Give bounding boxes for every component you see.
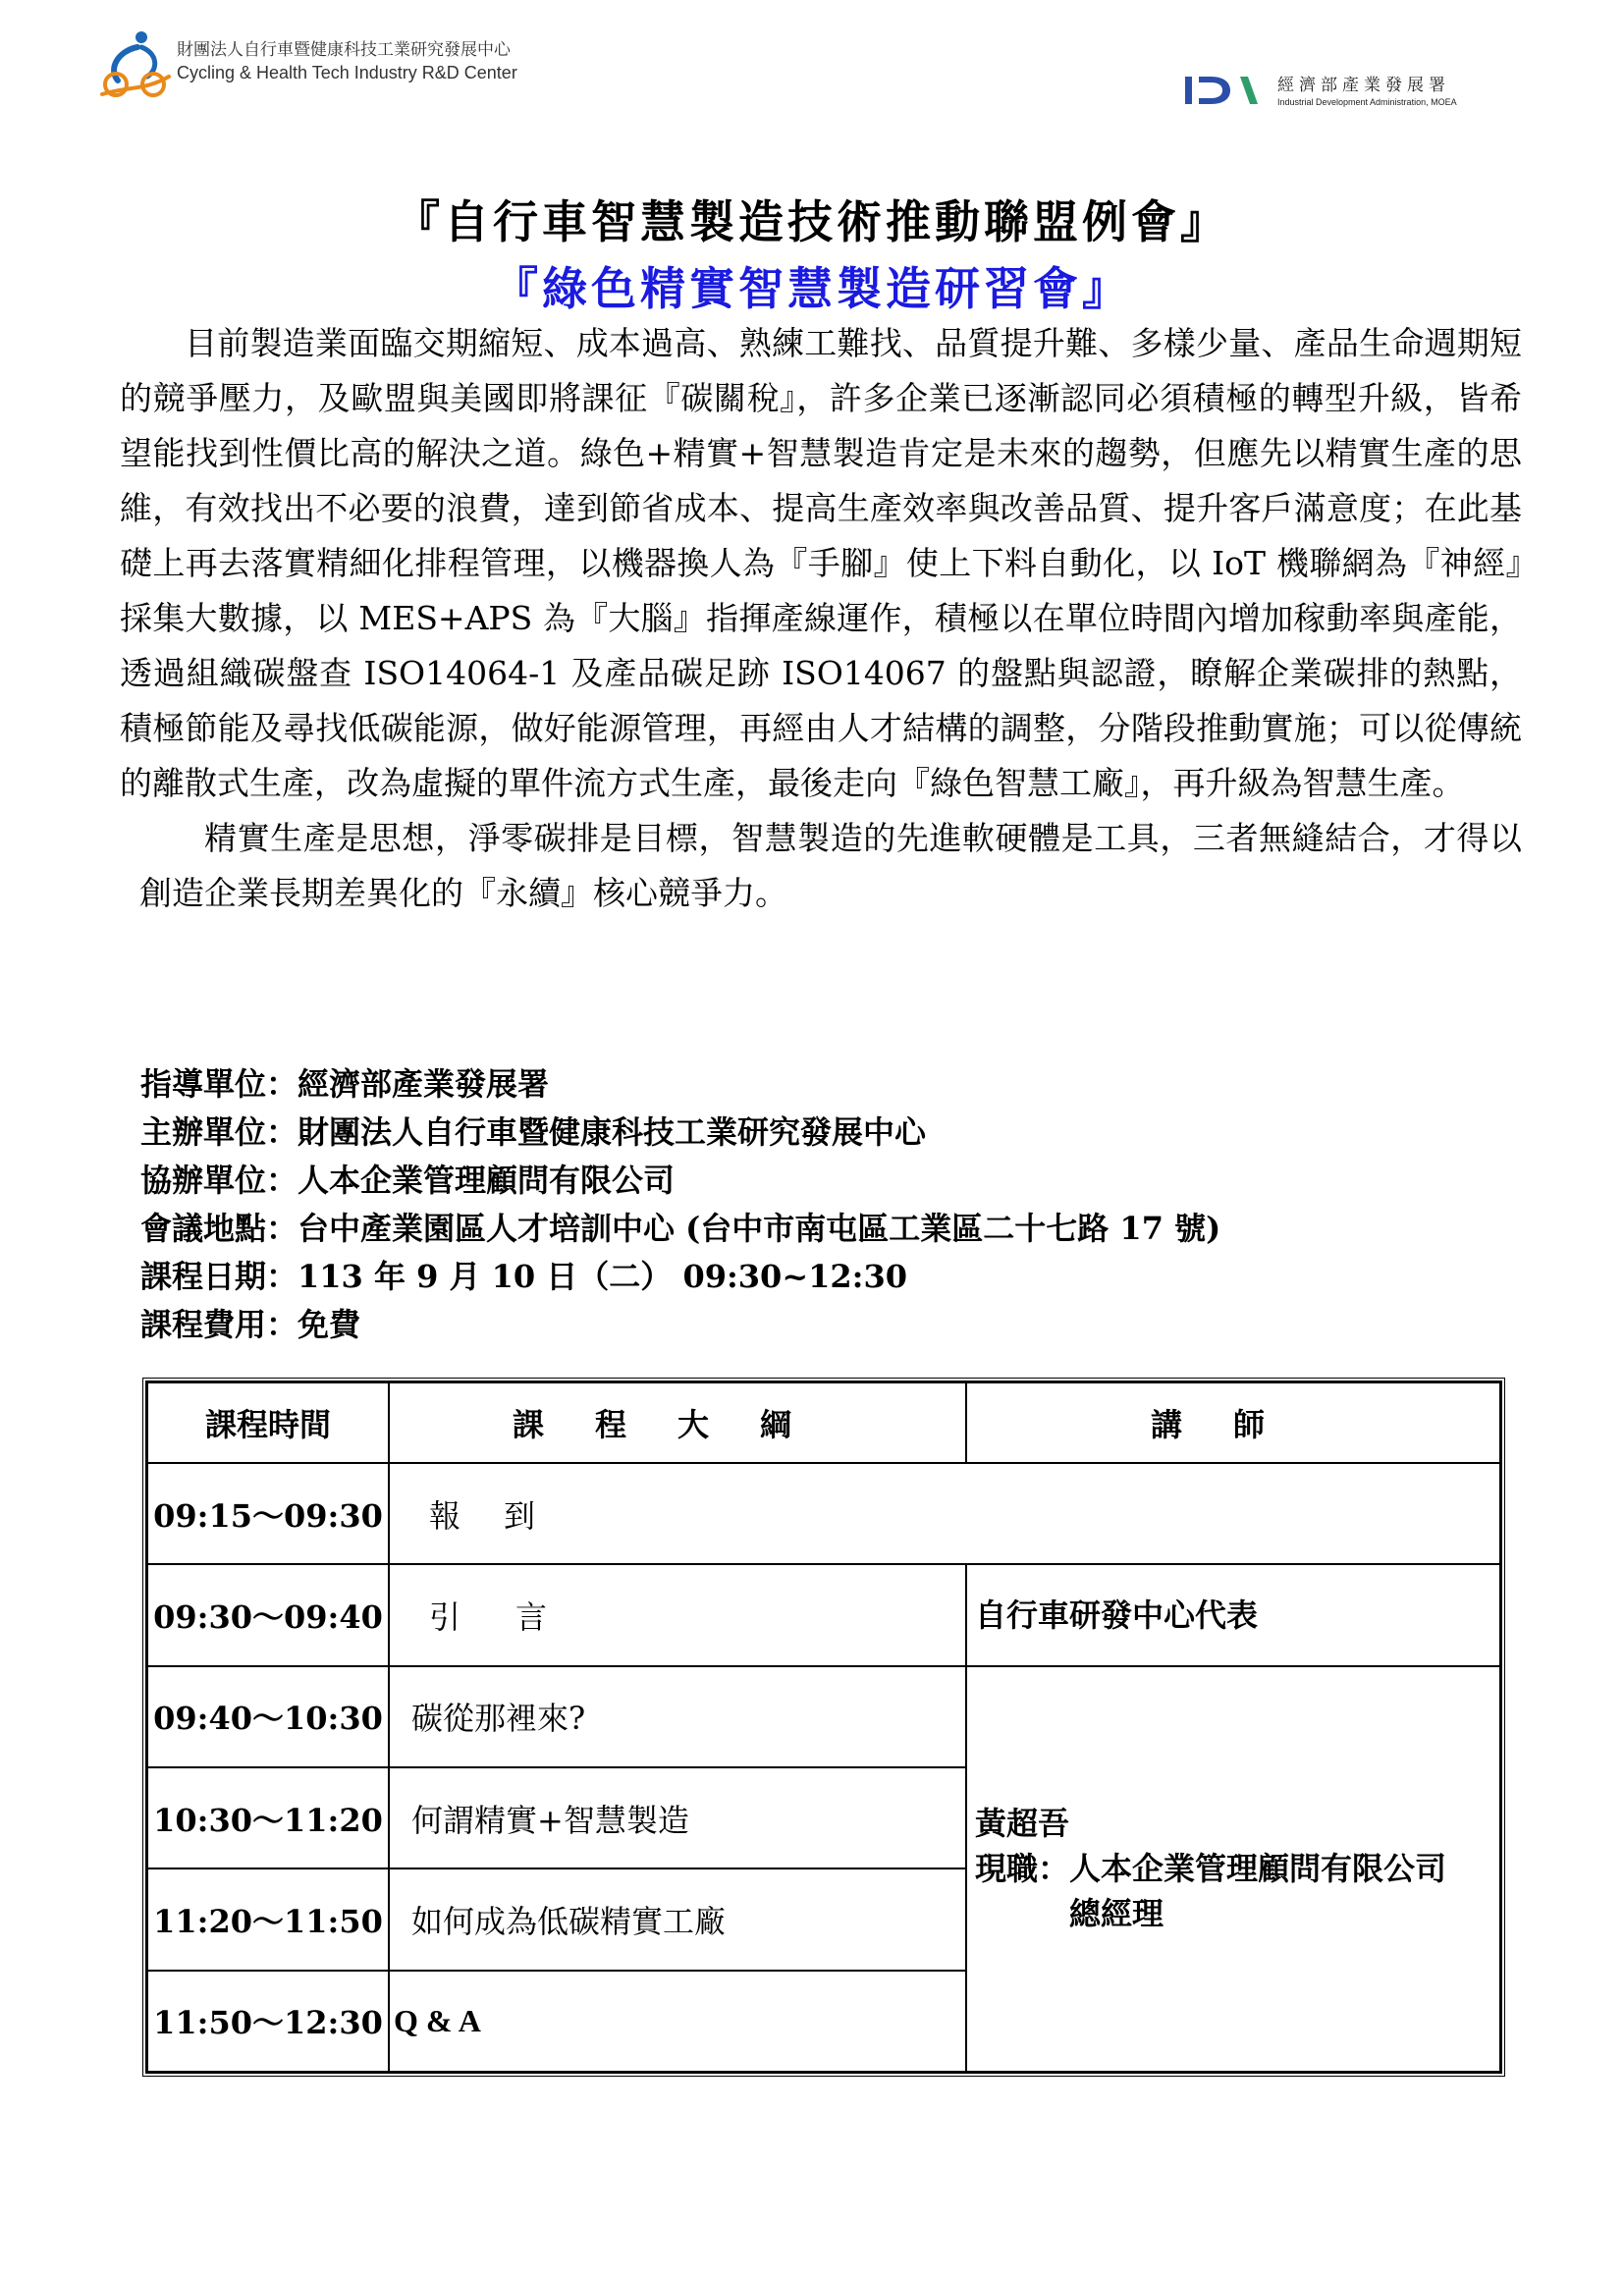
ida-name-cn: 經濟部產業發展署: [1277, 76, 1450, 95]
ida-logo-icon: [1183, 73, 1262, 108]
event-subtitle: 『綠色精實智慧製造研習會』: [493, 262, 1131, 315]
row-speaker: 自行車研發中心代表: [966, 1564, 1500, 1665]
schedule-table: [142, 1378, 1505, 2077]
guidance-unit: 指導單位：經濟部產業發展署: [140, 1065, 550, 1103]
row-time: 09:40～10:30: [147, 1666, 389, 1767]
schedule-header-row: [147, 1382, 1500, 1463]
header-time: 課程時間: [147, 1382, 389, 1463]
event-info: [140, 1060, 1220, 1349]
row-time: 11:50～12:30: [147, 1971, 389, 2072]
org-name-en: Cycling & Health Tech Industry R&D Center: [177, 63, 517, 82]
row-topic: 何謂精實+智慧製造: [389, 1767, 966, 1868]
cycling-center-logo-icon: [98, 29, 173, 100]
row-topic: Q & A: [389, 1971, 966, 2072]
speaker-title: 總經理: [1069, 1895, 1164, 1933]
table-row: [147, 1463, 1500, 1564]
intro-text: [120, 316, 1522, 921]
co-organizer-unit: 協辦單位：人本企業管理顧問有限公司: [140, 1162, 676, 1199]
course-fee: 課程費用：免費: [140, 1306, 361, 1343]
row-topic: [389, 1463, 1500, 1564]
table-row: [147, 1666, 1500, 1767]
row-topic: [389, 1564, 966, 1665]
intro-paragraph-2: 精實生產是思想，淨零碳排是目標，智慧製造的先進軟硬體是工具，三者無縫結合，才得以創造企業長期差異化的『永續』核心競爭力。: [139, 819, 1522, 912]
org-header: [98, 29, 550, 103]
row-time: 11:20～11:50: [147, 1868, 389, 1970]
row-topic: 碳從那裡來?: [389, 1666, 966, 1767]
row-time: 09:30～09:40: [147, 1564, 389, 1665]
intro-paragraph-1: 目前製造業面臨交期縮短、成本過高、熟練工難找、品質提升難、多樣少量、產品生命週期短的競爭壓力，及歐盟與美國即將課征『碳關稅』，許多企業已逐漸認同必須積極的轉型升級，皆希望能找到性價比高的解決之道。綠色+精實+智慧製造肯定是未來的趨勢，但應先以精實生產的思維，有效找出不必要的浪費，達到節省成本、提高生產效率與改善品質、提升客戶滿意度；在此基礎上再去落實精細化排程管理，以機器換人為『手腳』使上下料自動化，以 IoT 機聯網為『神經』採集大數據，以 MES+APS 為『大腦』指揮產線運作，積極以在單位時間內增加稼動率與產能，透過組織碳盤查 ISO14064-1 及產品碳足跡 ISO14067 的盤點與認證，瞭解企業碳排的熱點，積極節能及尋找低碳能源，做好能源管理，再經由人才結構的調整，分階段推動實施；可以從傳統的離散式生產，改為虛擬的單件流方式生產，最後走向『綠色智慧工廠』，再升級為智慧生產。: [120, 324, 1522, 802]
ida-header: [1183, 67, 1507, 116]
event-title: 『自行車智慧製造技術推動聯盟例會』: [395, 195, 1229, 248]
header-outline: 課程大綱: [389, 1382, 966, 1463]
course-date: 課程日期：113 年 9 月 10 日（二） 09:30~12:30: [140, 1258, 908, 1295]
row-time: 09:15～09:30: [147, 1463, 389, 1564]
row-topic: 如何成為低碳精實工廠: [389, 1868, 966, 1970]
header-speaker: 講師: [966, 1382, 1500, 1463]
table-row: [147, 1564, 1500, 1665]
topic-label: 引言: [429, 1597, 603, 1636]
speaker-name: 黃超吾: [975, 1805, 1070, 1843]
speaker-role: 現職：人本企業管理顧問有限公司: [975, 1850, 1447, 1888]
org-name-cn: 財團法人自行車暨健康科技工業研究發展中心: [177, 40, 511, 60]
venue: 會議地點：台中產業園區人才培訓中心 (台中市南屯區工業區二十七路 17 號): [140, 1210, 1221, 1247]
organizer-unit: 主辦單位：財團法人自行車暨健康科技工業研究發展中心: [140, 1113, 927, 1151]
main-speaker: [966, 1666, 1500, 2072]
ida-name-en: Industrial Development Administration, MOEA: [1277, 97, 1457, 107]
topic-label: 報到: [429, 1496, 579, 1535]
row-time: 10:30～11:20: [147, 1767, 389, 1868]
